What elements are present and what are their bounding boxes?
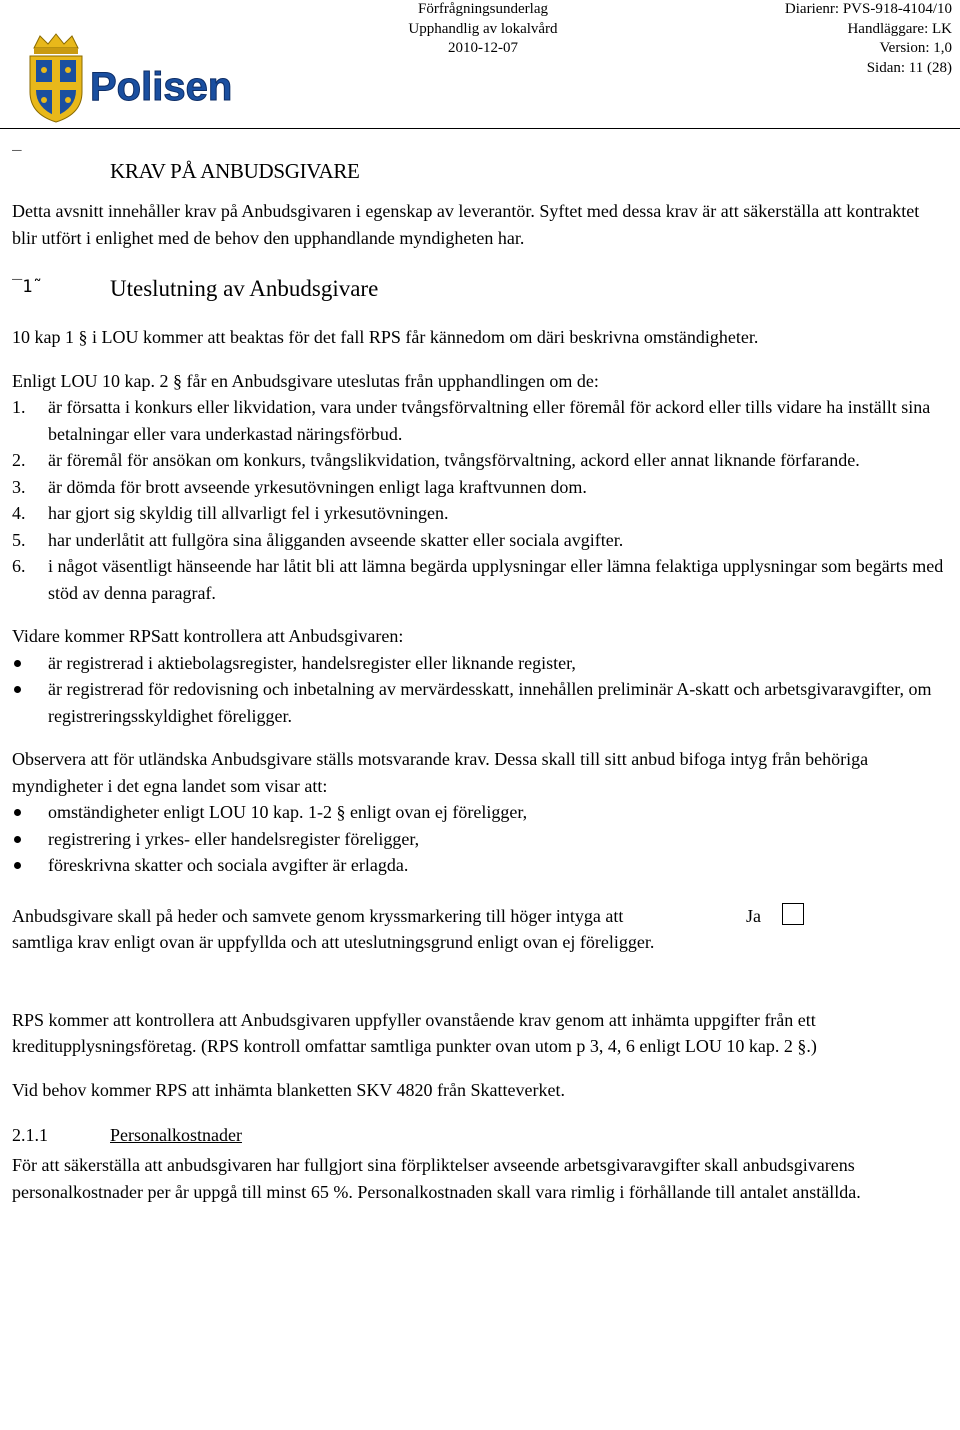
section-heading-1 (12, 148, 948, 198)
bullet-item (12, 852, 948, 879)
list-text: är dömda för brott avseende yrkesutövningen enligt laga kraftvunnen dom. (48, 476, 587, 497)
page-header (0, 0, 960, 132)
bullet-list (12, 650, 948, 730)
list-item (12, 394, 948, 447)
list-number: 4. (12, 503, 26, 523)
section-number: ‾ (12, 147, 22, 166)
ja-checkbox[interactable] (782, 903, 804, 925)
list-text: är försatta i konkurs eller likvidation, vara under tvångsförvaltning eller föremål för ackord eller tills vidare ha inställt sina betalningar eller vara underkastad näringsförbud. (48, 397, 931, 444)
paragraph: 10 kap 1 § i LOU kommer att beaktas för det fall RPS får kännedom om däri beskrivna omständigheter. (12, 327, 759, 347)
list-text: har underlåtit att fullgöra sina åligganden avseende skatter eller sociala avgifter. (48, 529, 624, 550)
subsection-title: Personalkostnader (110, 1125, 242, 1145)
paragraph: Observera att för utländska Anbudsgivare ställs motsvarande krav. Dessa skall till sitt anbud bifoga intyg från behöriga myndigheter i det egna landet som visar att: (12, 749, 869, 796)
paragraph: Vidare kommer RPSatt kontrollera att Anbudsgivaren: (12, 626, 404, 646)
polisen-logo (20, 30, 250, 125)
shield-icon (30, 56, 82, 122)
list-text: är föremål för ansökan om konkurs, tvångslikvidation, tvångsförvaltning, ackord eller annat liknande förfarande. (48, 450, 860, 470)
list-number: 1. (12, 397, 26, 417)
assurance-block (12, 903, 948, 985)
list-item (12, 447, 948, 474)
page-number: Sidan: 11 (28) (866, 59, 952, 76)
diary-number: Diarienr: PVS-918-4104/10 (784, 1, 952, 17)
bullet-icon (14, 862, 21, 869)
bullet-text: är registrerad i aktiebolagsregister, handelsregister eller liknande register, (48, 652, 576, 673)
section-heading-2 (12, 268, 948, 324)
doc-type: Förfrågningsunderlag (418, 1, 548, 17)
list-number: 6. (12, 556, 26, 576)
paragraph: För att säkerställa att anbudsgivaren har fullgjort sina förpliktelser avseende arbetsgivaravgifter skall anbudsgivarens personalkostnader per år uppgå till minst 65 %. Personalkostnaden skall vara rimlig i förhållande till antalet anställda. (12, 1155, 861, 1202)
handler: Handläggare: LK (847, 20, 952, 37)
bullet-item (12, 650, 948, 677)
bullet-item (12, 676, 948, 729)
list-text: i något väsentligt hänseende har låtit bli att lämna begärda upplysningar eller lämna felaktiga upplysningar som begärts med stöd av denna paragraf. (48, 556, 944, 603)
list-item (12, 553, 948, 606)
bullet-icon (14, 809, 21, 816)
bullet-text: omständigheter enligt LOU 10 kap. 1-2 § enligt ovan ej föreligger, (48, 802, 528, 822)
bullet-icon (14, 836, 21, 843)
logo-text: Polisen (90, 65, 233, 109)
header-meta-right (785, 0, 952, 78)
assurance-text: Anbudsgivare skall på heder och samvete genom kryssmarkering till höger intyga att samtliga krav enligt ovan är uppfyllda och att uteslutningsgrund enligt ovan ej föreligger. (12, 905, 655, 952)
header-rule (0, 128, 960, 129)
crown-icon (34, 34, 78, 54)
document-body (12, 140, 948, 1222)
subsection-heading (12, 1120, 948, 1152)
ja-label: Ja (746, 905, 761, 926)
bullet-list (12, 799, 948, 879)
section-intro: Detta avsnitt innehåller krav på Anbudsgivaren i egenskap av leverantör. Syftet med dessa krav är att säkerställa att kontraktet blir utfört i enlighet med de behov den upphandlande myndigheten har. (12, 201, 920, 248)
subsection-number: 2.1.1 (12, 1125, 48, 1145)
paragraph: Enligt LOU 10 kap. 2 § får en Anbudsgivare uteslutas från upphandlingen om de: (12, 370, 599, 391)
paragraph: Vid behov kommer RPS att inhämta blanketten SKV 4820 från Skatteverket. (12, 1079, 565, 1100)
list-number: 3. (12, 476, 26, 497)
section-number: ‾1˜ (12, 277, 43, 297)
bullet-icon (14, 660, 21, 667)
bullet-item (12, 826, 948, 853)
list-item (12, 527, 948, 554)
list-item (12, 500, 948, 527)
doc-date: 2010-12-07 (448, 40, 518, 56)
section-title: Uteslutning av Anbudsgivare (110, 276, 379, 301)
paragraph: RPS kommer att kontrollera att Anbudsgivaren uppfyller ovanstående krav genom att inhämta uppgifter från ett kreditupplysningsföretag. (RPS kontroll omfattar samtliga punkter ovan utom p 3, 4, 6 enligt LOU 10 kap. 2 §.) (12, 1009, 817, 1056)
numbered-list (12, 394, 948, 606)
section-title: KRAV PÅ ANBUDSGIVARE (110, 159, 360, 183)
version: Version: 1,0 (879, 40, 952, 56)
bullet-item (12, 799, 948, 826)
header-meta-center (398, 0, 568, 59)
bullet-icon (14, 686, 21, 693)
bullet-text: föreskrivna skatter och sociala avgifter är erlagda. (48, 855, 409, 875)
list-number: 2. (12, 450, 26, 470)
list-item (12, 474, 948, 501)
doc-subject: Upphandlig av lokalvård (408, 20, 558, 37)
bullet-text: är registrerad för redovisning och inbetalning av mervärdesskatt, innehållen preliminär A-skatt och arbetsgivaravgifter, om registreringsskyldighet föreligger. (48, 679, 932, 726)
list-number: 5. (12, 529, 26, 550)
bullet-text: registrering i yrkes- eller handelsregister föreligger, (48, 828, 420, 849)
list-text: har gjort sig skyldig till allvarligt fel i yrkesutövningen. (48, 503, 449, 523)
